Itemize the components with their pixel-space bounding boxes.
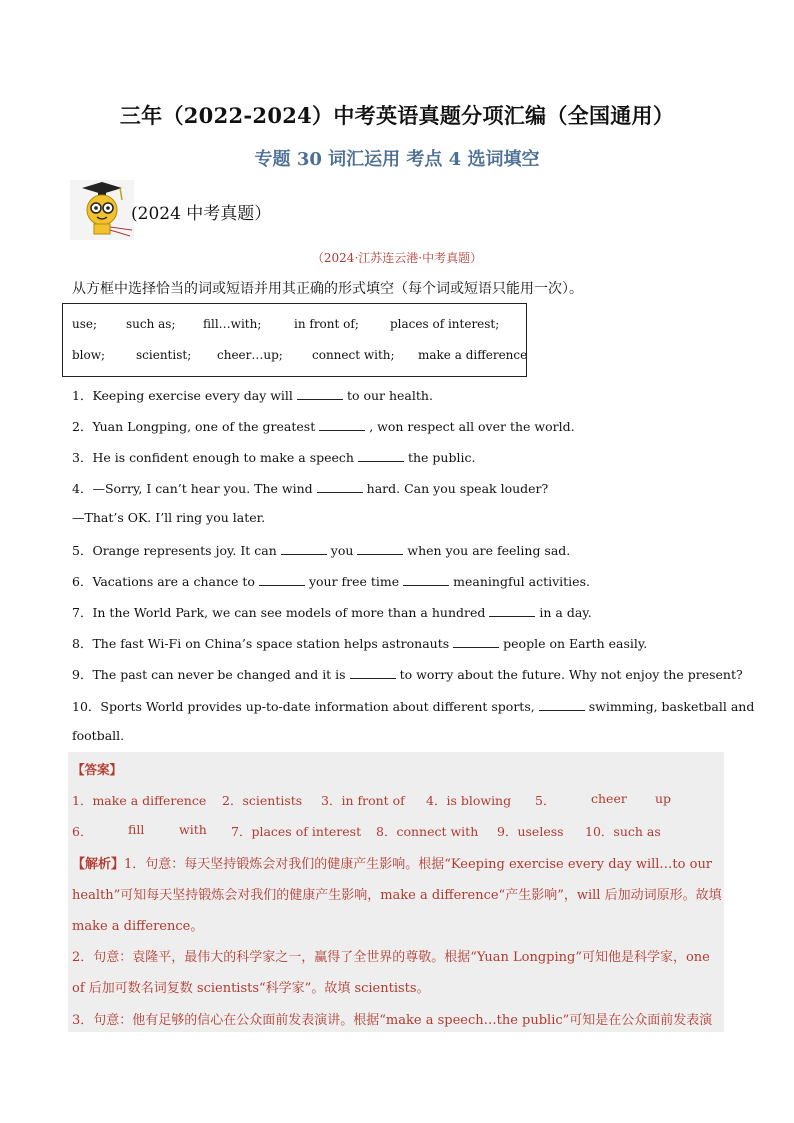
answer-item: with bbox=[179, 822, 207, 837]
question-9: 9．The past can never be changed and it is to worry about the future. Why not enjoy the present? bbox=[72, 667, 743, 682]
answer-item: 8．connect with bbox=[376, 824, 479, 839]
question-2: 2．Yuan Longping, one of the greatest , won respect all over the world. bbox=[72, 419, 575, 434]
explanation-line: 2．句意：袁隆平，最伟大的科学家之一，赢得了全世界的尊敬。根据“Yuan Longping”可知他是科学家，one bbox=[72, 950, 710, 965]
explanation-line: health”可知每天坚持锻炼会对我们的健康产生影响，make a difference“产生影响”，will 后加动词原形。故填 bbox=[72, 888, 722, 903]
word-bank-item: blow; bbox=[72, 348, 106, 362]
explanation-line: 【解析】1．句意：每天坚持锻炼会对我们的健康产生影响。根据“Keeping exercise every day will…to our bbox=[72, 857, 713, 872]
answer-item: 5． bbox=[535, 793, 556, 808]
word-bank-item: scientist; bbox=[136, 348, 192, 362]
answer-item: 4．is blowing bbox=[426, 793, 512, 808]
word-bank-item: in front of; bbox=[294, 317, 359, 331]
answer-item: up bbox=[655, 791, 672, 806]
instruction-text: 从方框中选择恰当的词或短语并用其正确的形式填空（每个词或短语只能用一次）。 bbox=[72, 281, 583, 297]
question-source: （2024·江苏连云港·中考真题） bbox=[311, 251, 483, 265]
answer-item: 2．scientists bbox=[222, 793, 303, 808]
section-label: (2024 中考真题） bbox=[131, 204, 272, 224]
answer-item: 10．such as bbox=[585, 824, 661, 839]
answer-blank bbox=[358, 451, 404, 462]
explanation-line: make a difference。 bbox=[72, 919, 204, 934]
word-bank-item: use; bbox=[72, 317, 98, 331]
word-bank-item: such as; bbox=[126, 317, 176, 331]
question-8: 8．The fast Wi-Fi on China’s space station helps astronauts people on Earth easily. bbox=[72, 636, 648, 651]
question-1: 1．Keeping exercise every day will to our health. bbox=[72, 388, 433, 403]
answer-blank bbox=[317, 482, 363, 493]
answer-item: fill bbox=[128, 822, 145, 837]
word-bank-item: make a difference bbox=[418, 348, 528, 362]
student-mascot-icon bbox=[70, 180, 134, 240]
question-3: 3．He is confident enough to make a speech the public. bbox=[72, 450, 476, 465]
question-5: 5．Orange represents joy. It can you when you are feeling sad. bbox=[72, 543, 571, 558]
word-bank-item: cheer…up; bbox=[217, 348, 283, 362]
answer-blank bbox=[489, 606, 535, 617]
answer-item: 3．in front of bbox=[321, 793, 405, 808]
word-bank-row bbox=[63, 317, 526, 337]
page-subtitle: 专题 30 词汇运用 考点 4 选词填空 bbox=[254, 149, 540, 170]
explanation-header: 【解析】 bbox=[72, 857, 125, 872]
word-bank-item: connect with; bbox=[312, 348, 395, 362]
answer-item: 6． bbox=[72, 824, 93, 839]
answer-blank bbox=[281, 544, 327, 555]
explanation-line: 3．句意：他有足够的信心在公众面前发表演讲。根据“make a speech…the public”可知是在公众面前发表演 bbox=[72, 1013, 713, 1028]
explanation-line: of 后加可数名词复数 scientists“科学家”。故填 scientists。 bbox=[72, 981, 430, 996]
question-6: 6．Vacations are a chance to your free time meaningful activities. bbox=[72, 574, 590, 589]
word-bank-row bbox=[63, 348, 526, 368]
page-title: 三年（2022-2024）中考英语真题分项汇编（全国通用） bbox=[119, 103, 675, 128]
answer-blank bbox=[539, 700, 585, 711]
answer-blank bbox=[357, 544, 403, 555]
answer-blank bbox=[403, 575, 449, 586]
answer-blank bbox=[319, 420, 365, 431]
word-bank-item: fill…with; bbox=[203, 317, 262, 331]
answer-blank bbox=[350, 668, 396, 679]
answer-item: 7．places of interest bbox=[231, 824, 362, 839]
answer-item: cheer bbox=[591, 791, 627, 806]
answer-blank bbox=[297, 389, 343, 400]
question-10-continued: football. bbox=[72, 728, 125, 743]
question-4: 4．—Sorry, I can’t hear you. The wind hard. Can you speak louder? bbox=[72, 481, 549, 496]
word-bank-item: places of interest; bbox=[390, 317, 500, 331]
answer-item: 9．useless bbox=[497, 824, 564, 839]
answer-item: 1．make a difference bbox=[72, 793, 207, 808]
word-bank-box bbox=[62, 303, 527, 377]
question-4-reply: —That’s OK. I’ll ring you later. bbox=[72, 510, 266, 525]
question-10: 10．Sports World provides up-to-date information about different sports, swimming, basketball and bbox=[72, 699, 755, 714]
question-7: 7．In the World Park, we can see models of more than a hundred in a day. bbox=[72, 605, 592, 620]
answer-header: 【答案】 bbox=[72, 762, 123, 777]
answer-blank bbox=[259, 575, 305, 586]
answer-blank bbox=[453, 637, 499, 648]
